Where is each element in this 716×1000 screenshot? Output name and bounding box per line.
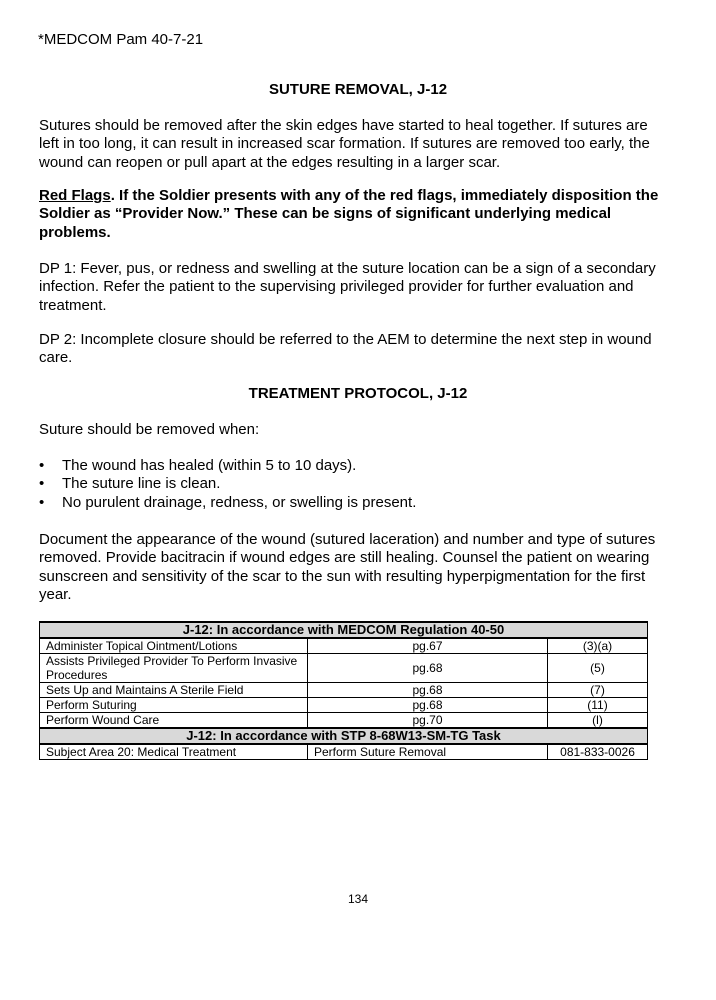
table-row: Perform Wound Care pg.70 (l) — [40, 713, 648, 729]
list-item: • The suture line is clean. — [39, 475, 221, 493]
section-title: SUTURE REMOVAL, J-12 — [268, 81, 448, 98]
table-section-header: J-12: In accordance with STP 8-68W13-SM-TG Task — [40, 728, 648, 744]
criteria-list — [39, 457, 416, 512]
list-item: • No purulent drainage, redness, or swelling is present. — [39, 493, 417, 511]
dp2-paragraph: DP 2: Incomplete closure should be referred to the AEM to determine the next step in wound care. — [39, 331, 652, 367]
document-reference: *MEDCOM Pam 40-7-21 — [38, 31, 204, 48]
documentation-paragraph: Document the appearance of the wound (sutured laceration) and number and type of sutures removed. Provide bacitracin if wound edges are still healing. Counsel the patient on wearing sunscreen and sensitivity of the scar to the sun with resulting hyperpigmentation for the first year. — [39, 531, 656, 604]
bullet-icon: • — [39, 457, 45, 474]
list-item: • The wound has healed (within 5 to 10 days). — [39, 457, 357, 474]
red-flags-paragraph — [39, 187, 659, 242]
red-flags-label: Red Flags — [39, 187, 111, 204]
bullet-icon: • — [39, 493, 45, 511]
table-row: Administer Topical Ointment/Lotions pg.67 (3)(a) — [40, 638, 648, 654]
dp1-paragraph: DP 1: Fever, pus, or redness and swelling at the suture location can be a sign of a secondary infection. Refer the patient to the supervising privileged provider for further evaluation and treatment. — [39, 260, 656, 314]
reference-table — [39, 621, 648, 760]
intro-paragraph: Sutures should be removed after the skin edges have started to heal together. If sutures are left in too long, it can result in increased scar formation. If sutures are removed too early, the wound can reopen or pull apart at the edges resulting in a larger scar. — [39, 117, 650, 171]
page-number: 134 — [347, 892, 369, 906]
table-row: Sets Up and Maintains A Sterile Field pg.68 (7) — [40, 683, 648, 698]
table-row: Perform Suturing pg.68 (11) — [40, 698, 648, 713]
red-flags-text: . If the Soldier presents with any of the red flags, immediately disposition the Soldier as “Provider Now.” These can be signs of significant underlying medical problems. — [39, 187, 659, 241]
treatment-protocol-title: TREATMENT PROTOCOL, J-12 — [248, 385, 468, 402]
table-section-header: J-12: In accordance with MEDCOM Regulation 40-50 — [40, 622, 648, 638]
treatment-intro: Suture should be removed when: — [39, 421, 260, 438]
bullet-icon: • — [39, 475, 45, 493]
table-row: Assists Privileged Provider To Perform Invasive Procedures pg.68 (5) — [40, 654, 648, 683]
table-row: Subject Area 20: Medical Treatment Perform Suture Removal 081-833-0026 — [40, 744, 648, 760]
